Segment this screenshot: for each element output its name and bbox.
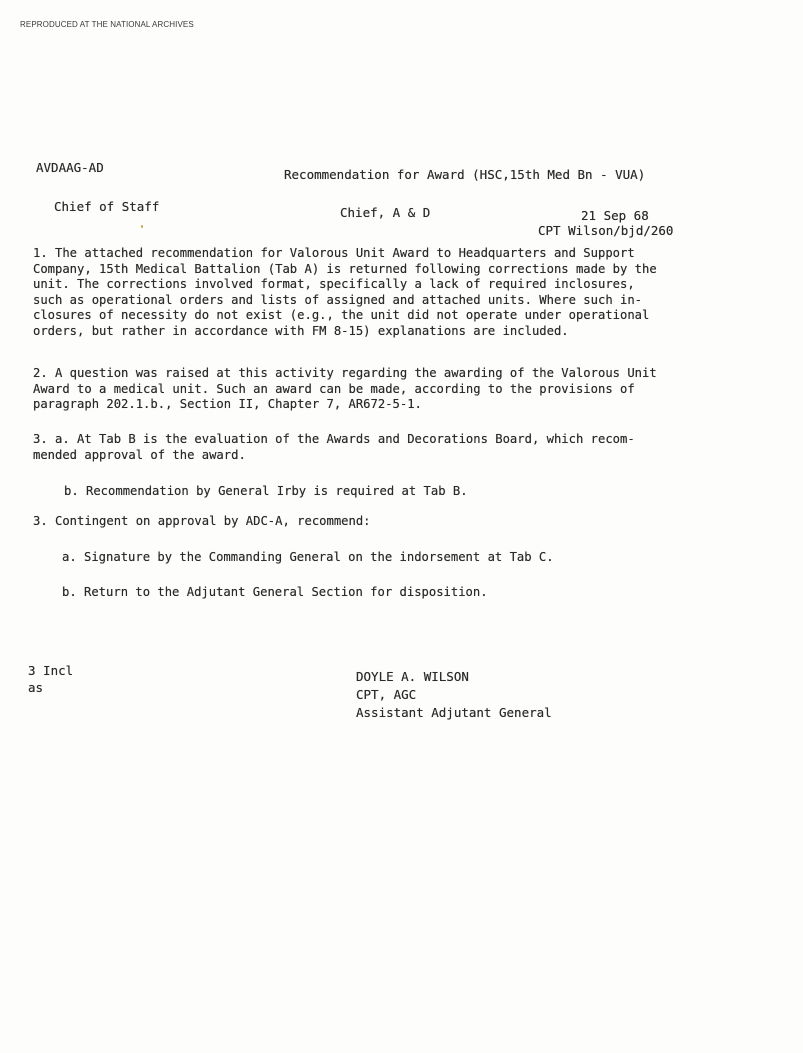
paragraph-line: paragraph 202.1.b., Section II, Chapter 7, AR672-5-1. xyxy=(33,397,422,412)
paragraph-line: 1. The attached recommendation for Valorous Unit Award to Headquarters and Support xyxy=(33,246,635,260)
paragraph-4a: a. Signature by the Commanding General on the indorsement at Tab C. xyxy=(62,550,554,564)
paragraph-line: Award to a medical unit. Such an award can be made, according to the provisions of xyxy=(33,381,635,396)
signer-rank: CPT, AGC xyxy=(356,687,417,702)
signer-name: DOYLE A. WILSON xyxy=(356,669,469,684)
author-reference: CPT Wilson/bjd/260 xyxy=(538,223,674,238)
paragraph-2 xyxy=(33,366,657,413)
paragraph-1 xyxy=(33,246,657,340)
enclosure-note: as xyxy=(28,680,44,695)
signer-title: Assistant Adjutant General xyxy=(356,705,552,720)
from-office: Chief, A & D xyxy=(340,205,431,220)
paragraph-4: 3. Contingent on approval by ADC-A, recommend: xyxy=(33,514,371,528)
enclosure-count: 3 Incl xyxy=(28,663,74,678)
paragraph-line: mended approval of the award. xyxy=(33,447,246,462)
paragraph-line: such as operational orders and lists of assigned and attached units. Where such in- xyxy=(33,292,643,307)
paragraph-line: 2. A question was raised at this activity regarding the awarding of the Valorous Unit xyxy=(33,366,657,380)
paragraph-line: closures of necessity do not exist (e.g., the unit did not operate under operational xyxy=(33,308,650,323)
paragraph-line: orders, but rather in accordance with FM 8-15) explanations are included. xyxy=(33,323,569,338)
paragraph-3b: b. Recommendation by General Irby is required at Tab B. xyxy=(64,484,468,498)
archive-stamp: REPRODUCED AT THE NATIONAL ARCHIVES xyxy=(20,20,194,29)
paragraph-4b: b. Return to the Adjutant General Section for disposition. xyxy=(62,585,488,599)
addressee: Chief of Staff xyxy=(54,199,160,214)
paper-speck xyxy=(141,225,143,228)
paragraph-3a xyxy=(33,432,635,463)
subject-line: Recommendation for Award (HSC,15th Med Bn - VUA) xyxy=(284,167,646,182)
paragraph-line: 3. a. At Tab B is the evaluation of the Awards and Decorations Board, which recom- xyxy=(33,432,635,446)
memo-date: 21 Sep 68 xyxy=(581,208,649,223)
paragraph-line: Company, 15th Medical Battalion (Tab A) is returned following corrections made by the xyxy=(33,261,657,276)
paragraph-line: unit. The corrections involved format, specifically a lack of required inclosures, xyxy=(33,277,635,292)
office-symbol: AVDAAG-AD xyxy=(36,160,104,175)
